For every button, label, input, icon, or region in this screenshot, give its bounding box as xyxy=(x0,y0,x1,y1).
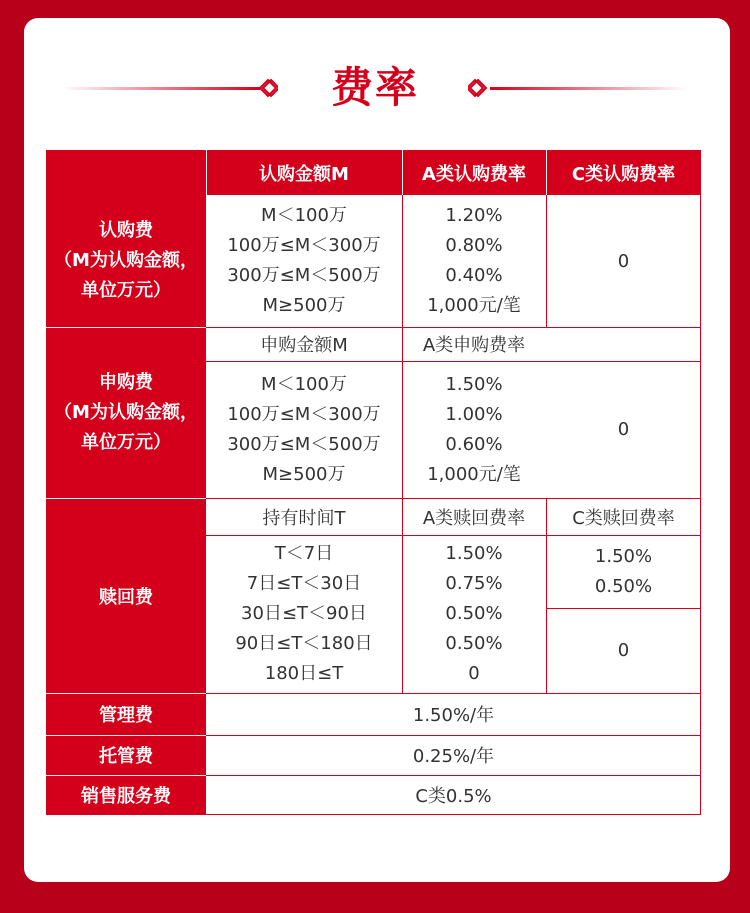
divider xyxy=(46,693,206,694)
subscription-c-rate: 0 xyxy=(546,195,701,327)
range-item: M≥500万 xyxy=(262,463,346,485)
redemption-a-rate-header: A类赎回费率 xyxy=(402,498,546,535)
period-item: 180日≤T xyxy=(264,663,344,684)
range-item: 100万≤M＜300万 xyxy=(227,235,381,256)
custody-fee-label: 托管费 xyxy=(46,735,206,775)
divider xyxy=(46,327,206,328)
redemption-a-rates xyxy=(402,535,546,693)
rate-item: 1.50% xyxy=(445,373,503,395)
divider xyxy=(402,195,403,693)
redemption-c-rate-bottom: 0 xyxy=(546,608,701,693)
period-item: 7日≤T＜30日 xyxy=(246,573,362,594)
redemption-c-rate-header: C类赎回费率 xyxy=(546,498,701,535)
divider xyxy=(206,150,207,195)
divider xyxy=(402,150,403,195)
purchase-a-rates xyxy=(402,361,546,498)
rate-item: 1,000元/笔 xyxy=(427,463,521,485)
redemption-period-header: 持有时间T xyxy=(206,498,402,535)
header-a-subscription-rate: A类认购费率 xyxy=(402,150,546,195)
label-line: 单位万元） xyxy=(81,280,171,301)
rate-item: 0.50% xyxy=(594,575,653,597)
divider xyxy=(206,327,701,328)
period-item: T＜7日 xyxy=(274,543,334,564)
purchase-amount-header: 申购金额M xyxy=(206,327,402,361)
label-line: 申购费 xyxy=(99,371,153,393)
divider xyxy=(206,775,701,776)
subscription-fee-label xyxy=(46,195,206,327)
divider xyxy=(546,195,547,327)
divider xyxy=(546,150,547,195)
sales-service-fee-label: 销售服务费 xyxy=(46,775,206,815)
rate-item: 1.50% xyxy=(594,545,653,567)
redemption-c-rates-top xyxy=(546,535,701,608)
divider xyxy=(206,735,701,736)
diamond-ornament-right-icon xyxy=(468,78,488,98)
title-bar xyxy=(0,60,750,120)
label-line: 认购费 xyxy=(99,220,153,241)
rate-item: 1.50% xyxy=(445,543,503,564)
range-item: 100万≤M＜300万 xyxy=(227,403,381,425)
purchase-c-rate: 0 xyxy=(546,361,701,498)
range-item: M≥500万 xyxy=(262,295,346,316)
label-line: （M为认购金额， xyxy=(54,401,198,423)
sales-service-fee-value: C类0.5% xyxy=(206,775,701,815)
purchase-a-rate-header: A类申购费率 xyxy=(402,327,546,361)
divider xyxy=(46,775,206,776)
page-title: 费率 xyxy=(330,63,419,112)
header-c-subscription-rate: C类认购费率 xyxy=(546,150,701,195)
period-item: 30日≤T＜90日 xyxy=(241,603,367,624)
divider xyxy=(546,498,547,693)
subscription-a-rates xyxy=(402,195,546,327)
divider xyxy=(206,693,701,694)
divider xyxy=(206,535,701,536)
rate-item: 0.75% xyxy=(445,573,503,594)
divider xyxy=(46,735,206,736)
divider xyxy=(206,498,701,499)
subscription-ranges xyxy=(206,195,402,327)
purchase-fee-label xyxy=(46,327,206,498)
rate-item: 0.60% xyxy=(445,433,503,455)
redemption-fee-label: 赎回费 xyxy=(46,498,206,693)
redemption-periods xyxy=(206,535,402,693)
divider xyxy=(46,498,206,499)
period-item: 90日≤T＜180日 xyxy=(235,633,373,654)
label-line: （M为认购金额， xyxy=(54,250,198,271)
label-line: 单位万元） xyxy=(81,431,171,453)
rate-item: 1,000元/笔 xyxy=(427,295,521,316)
range-item: M＜100万 xyxy=(261,373,347,395)
rate-item: 1.20% xyxy=(445,205,503,226)
custody-fee-value: 0.25%/年 xyxy=(206,735,701,775)
management-fee-label: 管理费 xyxy=(46,693,206,735)
rate-item: 0.80% xyxy=(445,235,503,256)
purchase-ranges xyxy=(206,361,402,498)
range-item: 300万≤M＜500万 xyxy=(227,433,381,455)
divider xyxy=(546,608,701,609)
corner-cell xyxy=(46,150,206,195)
rate-item: 0.50% xyxy=(445,603,503,624)
title-right-line xyxy=(490,87,688,90)
header-subscription-amount: 认购金额M xyxy=(206,150,402,195)
range-item: 300万≤M＜500万 xyxy=(227,265,381,286)
range-item: M＜100万 xyxy=(261,205,347,226)
divider xyxy=(206,361,701,362)
rate-item: 1.00% xyxy=(445,403,503,425)
rate-item: 0.50% xyxy=(445,633,503,654)
rate-item: 0 xyxy=(468,663,480,684)
management-fee-value: 1.50%/年 xyxy=(206,693,701,735)
rate-item: 0.40% xyxy=(445,265,503,286)
